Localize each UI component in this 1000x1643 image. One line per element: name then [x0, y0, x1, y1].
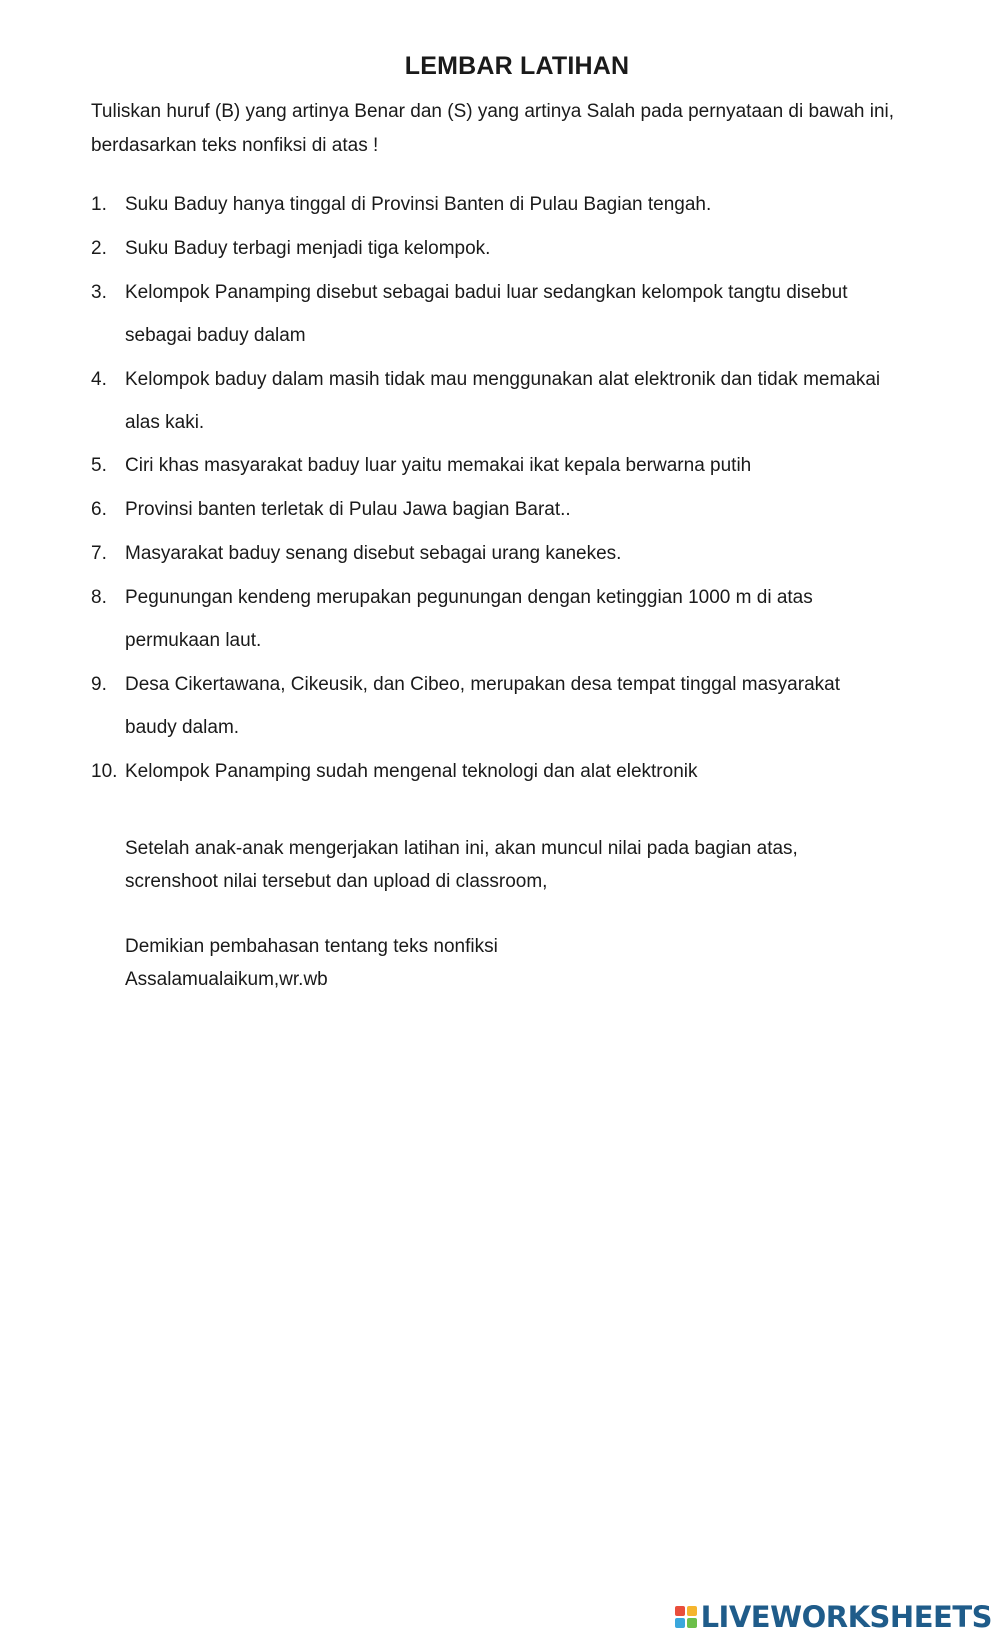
item-number: 10.	[91, 761, 118, 782]
item-number: 4.	[91, 369, 107, 390]
item-number: 5.	[91, 455, 107, 476]
item-statement-continued: alas kaki.	[125, 412, 205, 433]
item-statement: Kelompok Panamping sudah mengenal teknologi dan alat elektronik	[125, 761, 698, 782]
item-statement: Masyarakat baduy senang disebut sebagai urang kanekes.	[125, 543, 622, 564]
item-statement: Desa Cikertawana, Cikeusik, dan Cibeo, merupakan desa tempat tinggal masyarakat	[125, 674, 840, 695]
item-statement-continued: baudy dalam.	[125, 717, 240, 738]
brand-name: LIVEWORKSHEETS	[700, 1600, 992, 1634]
item-statement: Ciri khas masyarakat baduy luar yaitu memakai ikat kepala berwarna putih	[125, 455, 752, 476]
closing-greeting: Assalamualaikum,wr.wb	[125, 969, 328, 990]
item-statement: Suku Baduy hanya tinggal di Provinsi Banten di Pulau Bagian tengah.	[125, 194, 712, 215]
item-number: 8.	[91, 587, 107, 608]
item-number: 6.	[91, 499, 107, 520]
item-number: 9.	[91, 674, 107, 695]
liveworksheets-logo-icon	[675, 1606, 697, 1628]
item-number: 3.	[91, 282, 107, 303]
liveworksheets-brand	[675, 1597, 992, 1637]
item-number: 7.	[91, 543, 107, 564]
item-number: 2.	[91, 238, 107, 259]
closing-instruction-continued: screnshoot nilai tersebut dan upload di classroom,	[125, 871, 548, 892]
item-statement-continued: permukaan laut.	[125, 630, 262, 651]
page-title: LEMBAR LATIHAN	[404, 52, 630, 80]
item-statement: Pegunungan kendeng merupakan pegunungan dengan ketinggian 1000 m di atas	[125, 587, 813, 608]
item-statement: Kelompok Panamping disebut sebagai badui luar sedangkan kelompok tangtu disebut	[125, 282, 848, 303]
closing-instruction: Setelah anak-anak mengerjakan latihan ini, akan muncul nilai pada bagian atas,	[125, 838, 798, 859]
instruction-text: Tuliskan huruf (B) yang artinya Benar dan (S) yang artinya Salah pada pernyataan di bawah ini, berdasarkan teks nonfiksi di atas !	[91, 101, 895, 156]
item-statement: Kelompok baduy dalam masih tidak mau menggunakan alat elektronik dan tidak memakai	[125, 369, 881, 390]
item-number: 1.	[91, 194, 107, 215]
item-statement: Suku Baduy terbagi menjadi tiga kelompok.	[125, 238, 491, 259]
item-statement: Provinsi banten terletak di Pulau Jawa bagian Barat..	[125, 499, 571, 520]
item-statement-continued: sebagai baduy dalam	[125, 325, 306, 346]
closing-remark: Demikian pembahasan tentang teks nonfiksi	[125, 936, 498, 957]
